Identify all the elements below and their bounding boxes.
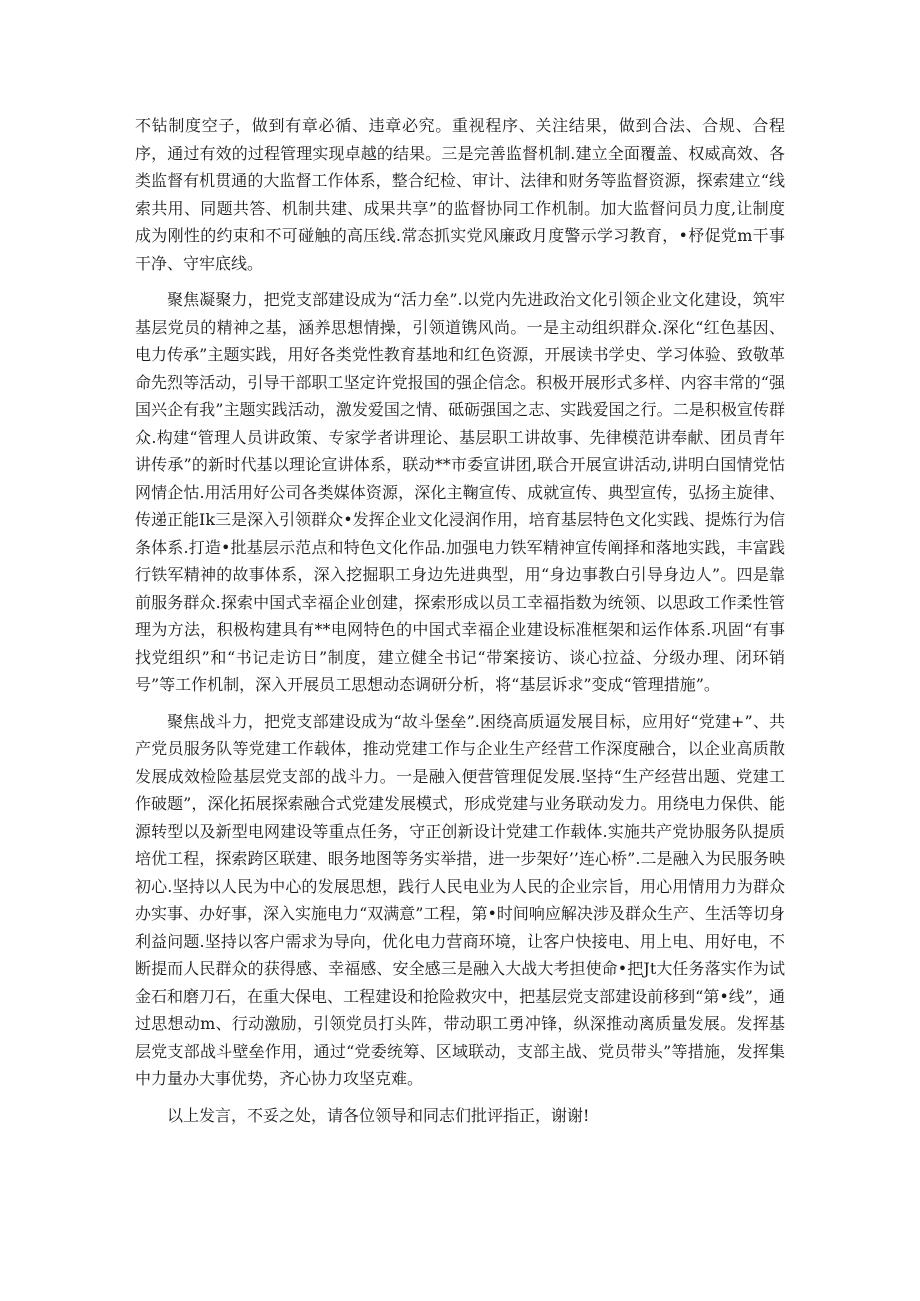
paragraph-closing: 以上发言，不妥之处，请各位领导和同志们批评指正，谢谢! [167, 1105, 590, 1125]
paragraph-vitality: 聚焦凝聚力，把党支部建设成为“活力垒”.以党内先进政治文化引领企业文化建设，筑牢基层党员的精神之基，涵养思想情操，引领道镌风尚。一是主动组织群众.深化“红色基因、电力传承”主题实践，用好各类党性教育基地和红色资源，开展读书学史、学习体验、致敬革命先烈等活动，引导干部职工坚定许党报国的强企信念。积极开展形式多样、内容丰常的“强国兴企有我”主题实践活动，激发爱国之情、砥砺强国之志、实践爱国之行。二是积极宣传群众.构建“管理人员讲政策、专家学者讲理论、基层职工讲故事、先律模范讲奉献、团员青年讲传承”的新时代基以理论宣讲体系，联动**市委宣讲团,联合开展宣讲活动,讲明白国情党怙网情企怙.用活用好公司各类媒体资源，深化主鞠宣传、成就宣传、典型宣传，弘扬主旋律、传递正能Ik三是深入引领群众•发挥企业文化浸润作用，培育基层特色文化实践、提炼行为信条体系.打造•批基层示范点和特色文化作品.加强电力铁军精神宣传阐择和落地实践，丰富践行铁军精神的故事体系，深入挖掘职工身边先进典型，用“身边事教白引导身边人”。四是靠前服务群众.探索中国式幸福企业创建，探索形成以员工幸福指数为统领、以思政工作柔性管理为方法，积极构建具有**电网特色的中国式幸福企业建设标准框架和运作体系.巩固“有事找党组织”和“书记走访日”制度，建立健全书记“带案接访、谈心拉益、分级办理、闭环销号”等工作机制，深入开展员工思想动态调研分析，将“基层诉求”变成“管理措施”。 [135, 290, 785, 694]
document-body [135, 112, 785, 1129]
paragraph-supervision: 不钻制度空子，做到有章必循、违章必究。重视程序、关注结果，做到合法、合规、合程序，通过有效的过程管理实现卓越的结果。三是完善监督机制.建立全面覆盖、权威高效、各类监督有机贯通的大监督工作体系，整合纪检、审计、法律和财务等监督资源，探索建立“线索共用、同题共答、机制共建、成果共享”的监督协同工作机制。加大监督问员力度,让制度成为刚性的约束和不可碰触的高压线.常态抓实党风廉政月度警示学习教育，•杼促党m干事干净、守牢底线。 [135, 116, 785, 273]
paragraph-combat: 聚焦战斗力，把党支部建设成为“故斗堡垒”.困绕高质逼发展目标，应用好“党建+”、共产党员服务队等党建工作载体，推动党建工作与企业生产经营工作深度融合，以企业高质散发展成效检险基层党支部的战斗力。一是融入便营管理促发展.坚持“生产经营出题、党建工作破题”，深化拓展探索融合式党建发展模式，形成党建与业务联动发力。用绕电力保供、能源转型以及新型电网建设等重点任务，守正创新设计党建工作载体.实施共产党协服务队提质培优工程，探索跨区联建、眼务地图等务实举措，进一步架好’’连心桥”.二是融入为民服务映初心.坚持以人民为中心的发展思想，践行人民电业为人民的企业宗旨，用心用情用力为群众办实事、办好事，深入实施电力“双满意”工程，第•时间响应解决涉及群众生产、生活等切身利益问题.坚持以客户需求为导向，优化电力营商环境，让客户快接电、用上电、用好电，不断提而人民群众的获得感、幸福感、安全感三是融入大战大考担使命•把Jt大任务落实作为试金石和磨刀石，在重大保电、工程建设和抢险救灾中，把基层党支部建设前移到“第•线”，通过思想动m、行动激励，引领党员打头阵，带动职工勇冲锋，纵深推动离质量发展。发挥基层党支部战斗壁垒作用，通过“党委统筹、区域联动，支部主战、党员带头”等措施，发挥集中力量办大事优势，齐心协力攻坚克难。 [135, 711, 785, 1088]
